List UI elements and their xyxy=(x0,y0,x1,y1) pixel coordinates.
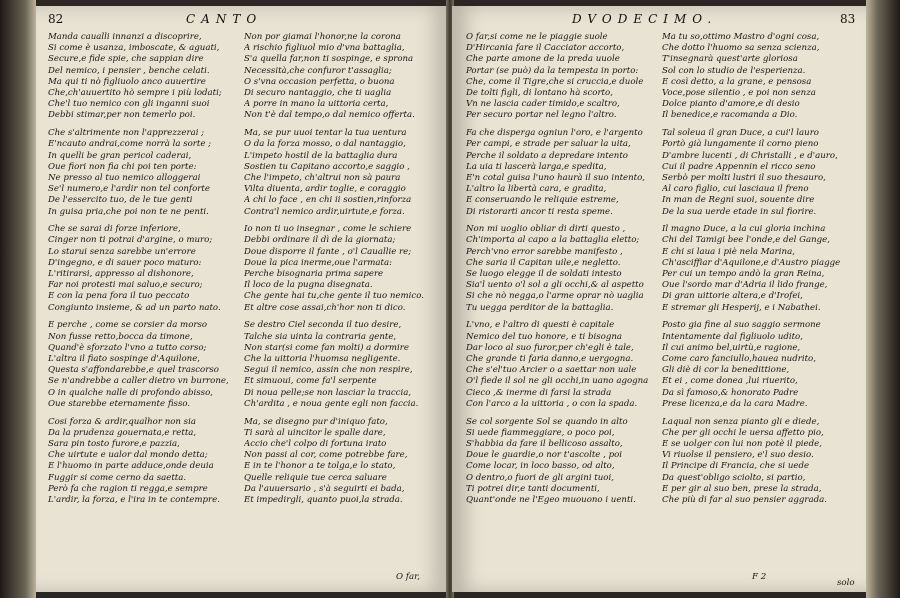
verse-line: Portò già lungamente il corno pieno xyxy=(662,139,819,150)
verse-line: Non por giamai l'honor,ne la corona xyxy=(244,32,401,42)
stanza xyxy=(466,320,656,410)
verse-line: Nemico del tuo honore, e ti bisogna xyxy=(466,331,623,342)
verse-line: Intentamente dal figliuolo udito, xyxy=(662,331,803,342)
stanza xyxy=(466,224,656,314)
verse-line: Doue le guardie,o nor t'ascolte , poi xyxy=(466,450,623,461)
verse-line: Di securo nantaggio, che ti uaglia xyxy=(244,88,392,99)
page-number-left: 82 xyxy=(48,12,64,26)
verse-line: O far,si come ne le piaggie suole xyxy=(466,32,608,42)
verse-line: Lo starui senza sarebbe un'errore xyxy=(48,246,196,257)
verse-line: Quelle reliquie tue cerca saluare xyxy=(244,472,387,483)
verse-line: Che s'altrimente non l'apprezzerai ; xyxy=(48,128,205,139)
verse-line: Portar (se può) da la tempesta in porto: xyxy=(466,65,639,76)
verse-line: Segui il nemico, assin che non respire, xyxy=(244,365,413,376)
verse-line: Con l'arco a la uittoria , o con la spada. xyxy=(466,398,638,409)
verse-line: Che saria il Capitan uile,e negletto. xyxy=(466,257,621,268)
verse-line: Che la uittoria l'huomsa negligente. xyxy=(244,353,401,364)
verse-line: Secure,e fide spie, che sappian dire xyxy=(48,54,204,65)
verse-line: Al caro figlio, cui lasciaua il freno xyxy=(662,184,809,195)
verse-line: Ti sarà al uincitor le spalle dare, xyxy=(244,427,386,438)
verse-line: L'ardir, la forza, e l'ira in te contempre. xyxy=(48,494,220,505)
verse-line: E così detto, a la grane, e pensosa xyxy=(662,76,812,87)
verse-line: Se'l numero,e l'ardir non tel conforte xyxy=(48,184,210,195)
stanza xyxy=(662,320,852,410)
verse-line: Se col sorgente Sol se quando in alto xyxy=(466,416,628,427)
verse-line: Non mi uoglio obliar di dirti questo , xyxy=(466,224,626,235)
verse-line: De la sua uerde etade in sul fiorire. xyxy=(662,206,817,217)
stanza xyxy=(48,32,238,122)
left-page-column-2 xyxy=(244,32,434,513)
stanza xyxy=(662,224,852,314)
verse-line: Per campi, e strade per saluar la uita, xyxy=(466,139,631,150)
verse-line: Ma qui ti nò figliuolo anco auuertire xyxy=(48,76,206,87)
verse-line: E conseruando le reliquie estreme, xyxy=(466,195,619,206)
verse-line: E per gir al suo ben, prese la strada, xyxy=(662,483,822,494)
stanza xyxy=(244,32,434,122)
verse-line: Ch'ardita , e noua gente egli non faccia. xyxy=(244,398,419,409)
verse-line: Che più di far al suo pensier aggrada. xyxy=(662,494,827,505)
verse-line: Oue fiori non fia chi poi ten porte: xyxy=(48,161,197,172)
verse-line: Prese licenza,e da la cara Madre. xyxy=(662,398,808,409)
verse-line: L'altro la libertà cara, e gradita, xyxy=(466,184,607,195)
verse-line: Doue la pica inerme,oue l'armata: xyxy=(244,257,392,268)
right-page-column-2 xyxy=(662,32,852,513)
verse-line: O in qualche nalle di profondo abisso, xyxy=(48,387,213,398)
verse-line: Et altre cose assai,ch'hor non ti dico. xyxy=(244,302,406,313)
verse-line: Se destro Ciel seconda il tuo desire, xyxy=(244,320,402,331)
verse-line: S'a quella far,non ti sospinge, e sprona xyxy=(244,54,414,65)
verse-line: La uia ti lascerà larga,e spedita, xyxy=(466,161,607,172)
verse-line: Però fa che ragion ti regga,e sempre xyxy=(48,483,208,494)
verse-line: Che gente hai tu,che gente il tuo nemico. xyxy=(244,291,424,302)
verse-line: Che,ch'auuertito hò sempre i più lodati; xyxy=(48,88,222,99)
verse-line: Talche sia uinta la contraria gente, xyxy=(244,331,397,342)
verse-line: Et ei , come donea ,lui riuerito, xyxy=(662,376,798,387)
stanza xyxy=(466,128,656,218)
verse-line: O s'vna occasion perfetta, o buona xyxy=(244,76,395,87)
verse-line: Quant'onde ne l'Egeo muouono i uenti. xyxy=(466,494,636,505)
verse-line: Dolce pianto d'amore,e di desio xyxy=(662,99,800,110)
verse-line: Che se sarai di forze inferiore, xyxy=(48,224,181,235)
verse-line: Questa s'affondarebbe,e quel trascorso xyxy=(48,365,219,376)
verse-line: Quand'è sforzato l'vno a tutto corso; xyxy=(48,342,207,353)
verse-line: In man de Regni suoi, souente dire xyxy=(662,195,815,206)
running-head-right: DVODECIMO. xyxy=(572,12,718,26)
verse-line: Ma, se disegno pur d'iniquo fato, xyxy=(244,416,388,427)
verse-line: Il loco de la pugna disegnata. xyxy=(244,280,373,291)
signature-mark: F 2 xyxy=(752,572,767,582)
verse-line: Perche bisognaria prima sapere xyxy=(244,269,384,280)
verse-line: D'ingegno, e di sauer poco maturo: xyxy=(48,257,202,268)
verse-line: Il cui animo bel,uirtù,e ragione, xyxy=(662,342,801,353)
verse-line: Voce,pose silentio , e poi non senza xyxy=(662,88,816,99)
verse-line: Accio che'l colpo di fortuna irato xyxy=(244,438,387,449)
stanza xyxy=(244,128,434,218)
verse-line: O dentro,o fuori de gli argini tuoi, xyxy=(466,472,614,483)
verse-line: Vn ne lascia cader timido,e scaltro, xyxy=(466,99,620,110)
stanza xyxy=(466,417,656,507)
verse-line: Si come è usanza, imboscate, & aguati, xyxy=(48,43,220,54)
verse-line: De tolti figli, di lontano hà scorto, xyxy=(466,88,613,99)
verse-line: E'ncauto andrai,come norrà la sorte ; xyxy=(48,139,212,150)
verse-line: Ma, se pur uuoi tentar la tua uentura xyxy=(244,128,407,139)
stanza xyxy=(48,128,238,218)
verse-line: Si che nò negga,o l'arme oprar nò uaglia xyxy=(466,291,644,302)
verse-line: E'n cotal guisa l'uno haurà il suo intento, xyxy=(466,172,646,183)
verse-line: In quelli be gran pericol caderai, xyxy=(48,150,192,161)
verse-line: De l'essercito tuo, de le tue genti xyxy=(48,195,193,206)
verse-line: Ne presso al tuo nemico alloggerai xyxy=(48,172,201,183)
verse-line: Il Principe di Francia, che si uede xyxy=(662,461,810,472)
verse-line: Per securo portar nel legno l'altro. xyxy=(466,110,617,121)
verse-line: Cui il padre Appennin el ricco seno xyxy=(662,161,816,172)
stanza xyxy=(662,32,852,122)
verse-line: Di noua pelle;se non lasciar la traccia, xyxy=(244,387,412,398)
verse-line: A rischio figliuol mio d'vna battaglia, xyxy=(244,43,405,54)
stanza xyxy=(662,417,852,507)
verse-line: Posto gia fine al suo saggio sermone xyxy=(662,320,821,331)
stanza xyxy=(244,224,434,314)
stanza xyxy=(466,32,656,122)
verse-line: Oue l'sordo mar d'Adria il lido frange, xyxy=(662,280,828,291)
left-book-edge xyxy=(0,0,36,598)
verse-line: Sara pin tosto furore,e pazzia, xyxy=(48,438,180,449)
verse-line: Se n'andrebbe a caller dietro vn burrone, xyxy=(48,376,229,387)
stanza xyxy=(48,224,238,314)
verse-line: L'impeto hostil de la battaglia dura xyxy=(244,150,398,161)
verse-line: Che s'el'tuo Arcier o a saettar non uale xyxy=(466,365,637,376)
verse-line: Et impedirgli, quanto puoi,la strada. xyxy=(244,494,403,505)
verse-line: Da sì famoso,& honorato Padre xyxy=(662,387,799,398)
verse-line: D'Hircania fare il Cacciator accorto, xyxy=(466,43,625,54)
verse-line: Ch'importa al capo a la battaglia eletto; xyxy=(466,235,640,246)
verse-line: T'insegnarà quest'arte gloriosa xyxy=(662,54,798,65)
verse-line: Debbi stimar,per non temerlo poi. xyxy=(48,110,196,121)
verse-line: Come locar, in loco basso, od alto, xyxy=(466,461,615,472)
stanza xyxy=(48,320,238,410)
verse-line: Non passi al cor, come potrebbe fare, xyxy=(244,450,408,461)
right-page-column-1 xyxy=(466,32,656,513)
verse-line: Di gran uittorie altera,e d'Irofei, xyxy=(662,291,803,302)
verse-line: L'vno, e l'altro di questi è capitale xyxy=(466,320,615,331)
verse-line: Sostien tu Capitano accorto,e saggio , xyxy=(244,161,410,172)
verse-line: Da la prudenza gouernata,e retta, xyxy=(48,427,197,438)
verse-line: A chi lo face , en chi ii sostien,rinforza xyxy=(244,195,412,206)
verse-line: Debbi ordinare il dì de la giornata; xyxy=(244,235,396,246)
verse-line: Non star(si come fan molti) a dormire xyxy=(244,342,409,353)
catchword-right: solo xyxy=(837,578,855,588)
verse-line: Ma tu so,ottimo Mastro d'ogni cosa, xyxy=(662,32,820,42)
stanza xyxy=(244,320,434,410)
verse-line: Di ristorarti ancor ti resta speme. xyxy=(466,206,613,217)
verse-line: E perche , come se corsier da morso xyxy=(48,320,208,331)
verse-line: Gli diè di cor la benedittione, xyxy=(662,365,790,376)
verse-line: Tal soleua il gran Duce, a cui'l lauro xyxy=(662,128,819,139)
verse-line: Cieco ,& inerme di farsi la strada xyxy=(466,387,612,398)
verse-line: Che l'impeto, ch'altrui non sà paura xyxy=(244,172,401,183)
verse-line: E con la pena fora il tuo peccato xyxy=(48,291,190,302)
verse-line: Chi del Tamigi bee l'onde,e del Gange, xyxy=(662,235,830,246)
verse-line: A porre in mano la uittoria certa, xyxy=(244,99,389,110)
verse-line: E se uolger con lui non potè il piede, xyxy=(662,438,822,449)
right-book-edge xyxy=(866,0,900,598)
verse-line: Per cui un tempo andò la gran Reina, xyxy=(662,269,825,280)
verse-line: Se luogo elegge il de soldati intesto xyxy=(466,269,622,280)
verse-line: E in te l'honor a te tolga,e lo stato, xyxy=(244,461,396,472)
verse-line: Non fusse retto,bocca da timone, xyxy=(48,331,193,342)
verse-line: Cosi forza & ardir,qualhor non sia xyxy=(48,416,196,427)
verse-line: Che dotto l'huomo sa senza scienza, xyxy=(662,43,820,54)
right-page xyxy=(452,6,866,592)
verse-line: Serbò per molti lustri il suo thesauro, xyxy=(662,172,826,183)
verse-line: Fa che disperga ogniun l'oro, e l'argento xyxy=(466,128,643,139)
verse-line: E chi si laua i piè nela Marina, xyxy=(662,246,795,257)
page-number-right: 83 xyxy=(840,12,856,26)
verse-line: Da quest'obligo sciolto, si partio, xyxy=(662,472,806,483)
verse-line: Che parte amone de la preda uuole xyxy=(466,54,620,65)
verse-line: D'ambre lucenti , di Christalli , e d'auro, xyxy=(662,150,838,161)
verse-line: Congiunto insieme, & ad un parto nato. xyxy=(48,302,221,313)
verse-line: Laqual non senza pianto gli e diede, xyxy=(662,416,820,427)
verse-line: Et simuoui, come fa'l serpente xyxy=(244,376,377,387)
verse-line: Ti potrei dir,e tanti documenti, xyxy=(466,483,600,494)
verse-line: Perch'vno error sarebbe manifesto , xyxy=(466,246,623,257)
verse-line: Si uede fiammeggiare, o poco poi, xyxy=(466,427,615,438)
verse-line: Cinger non ti potrai d'argine, o muro; xyxy=(48,235,213,246)
verse-line: Doue disporre il fante , o'l Cauallie re; xyxy=(244,246,412,257)
left-page-column-1 xyxy=(48,32,238,513)
verse-line: E stremar gli Hesperij, e i Nabathei. xyxy=(662,302,821,313)
verse-line: O'l fiede il sol ne gli occhi,in uano agogna xyxy=(466,376,649,387)
verse-line: Contra'l nemico ardir,uirtute,e forza. xyxy=(244,206,405,217)
verse-line: L'altra il fiato sospinge d'Aquilone, xyxy=(48,353,201,364)
catchword-left: O far, xyxy=(396,572,420,582)
verse-line: Tu uegga perditor de la battaglia. xyxy=(466,302,614,313)
verse-line: Non t'è dal tempo,o dal nemico offerta. xyxy=(244,110,415,121)
verse-line: Che per gli occhi le uersa affetto pio, xyxy=(662,427,824,438)
verse-line: Come caro fanciullo,hauea nudrito, xyxy=(662,353,816,364)
verse-line: Far noi protesti mai saluo,e securo; xyxy=(48,280,203,291)
verse-line: Dar loco al suo furor,per ch'egli è tale, xyxy=(466,342,634,353)
verse-line: O da la forza mosso, o dal nantaggio, xyxy=(244,139,406,150)
verse-line: Del nemico, i pensier , benche celati. xyxy=(48,65,210,76)
verse-line: Ch'asciffiar d'Aquilone,e d'Austro piagge xyxy=(662,257,841,268)
verse-line: Manda caualli innanzi a discoprire, xyxy=(48,32,202,42)
verse-line: Oue starebbe eternamente fisso. xyxy=(48,398,191,409)
verse-line: In guisa pria,che poi non te ne penti. xyxy=(48,206,209,217)
verse-line: Perche il soldato a depredare intento xyxy=(466,150,628,161)
stanza xyxy=(244,417,434,507)
verse-line: Il benedice,e racomanda a Dio. xyxy=(662,110,798,121)
verse-line: Che'l tuo nemico con gli inganni suoi xyxy=(48,99,210,110)
verse-line: Sol con lo studio de l'esperienza. xyxy=(662,65,806,76)
running-head-left: CANTO xyxy=(186,12,263,26)
verse-line: Io non ti uo insegnar , come le schiere xyxy=(244,224,412,235)
verse-line: Che grande ti faria danno,e uergogna. xyxy=(466,353,634,364)
verse-line: Vi riuolse il pensiero, e'l suo desio. xyxy=(662,450,814,461)
verse-line: L'ritirarsi, appresso al dishonore, xyxy=(48,269,194,280)
verse-line: Che uirtute e ualor dal mondo detta; xyxy=(48,450,208,461)
verse-line: Sia'l uento o'l sol a gli occhi,& al aspetto xyxy=(466,280,644,291)
verse-line: Necessità,che confuror t'assaglia; xyxy=(244,65,392,76)
stanza xyxy=(662,128,852,218)
stanza xyxy=(48,417,238,507)
verse-line: S'habbia da fare il bellicoso assalto, xyxy=(466,438,623,449)
left-page xyxy=(36,6,448,592)
verse-line: Il magno Duce, a la cui gloria inchina xyxy=(662,224,826,235)
verse-line: Che, come il Tigre,che si cruccia,e duole xyxy=(466,76,644,87)
verse-line: Fuggir si come cerno da saetta. xyxy=(48,472,187,483)
verse-line: E l'huomo in parte adduce,onde deuia xyxy=(48,461,214,472)
verse-line: Vilta diuenta, ardir toglie, e coraggio xyxy=(244,184,406,195)
verse-line: Da l'auuersario , s'à seguirti ei bada, xyxy=(244,483,405,494)
